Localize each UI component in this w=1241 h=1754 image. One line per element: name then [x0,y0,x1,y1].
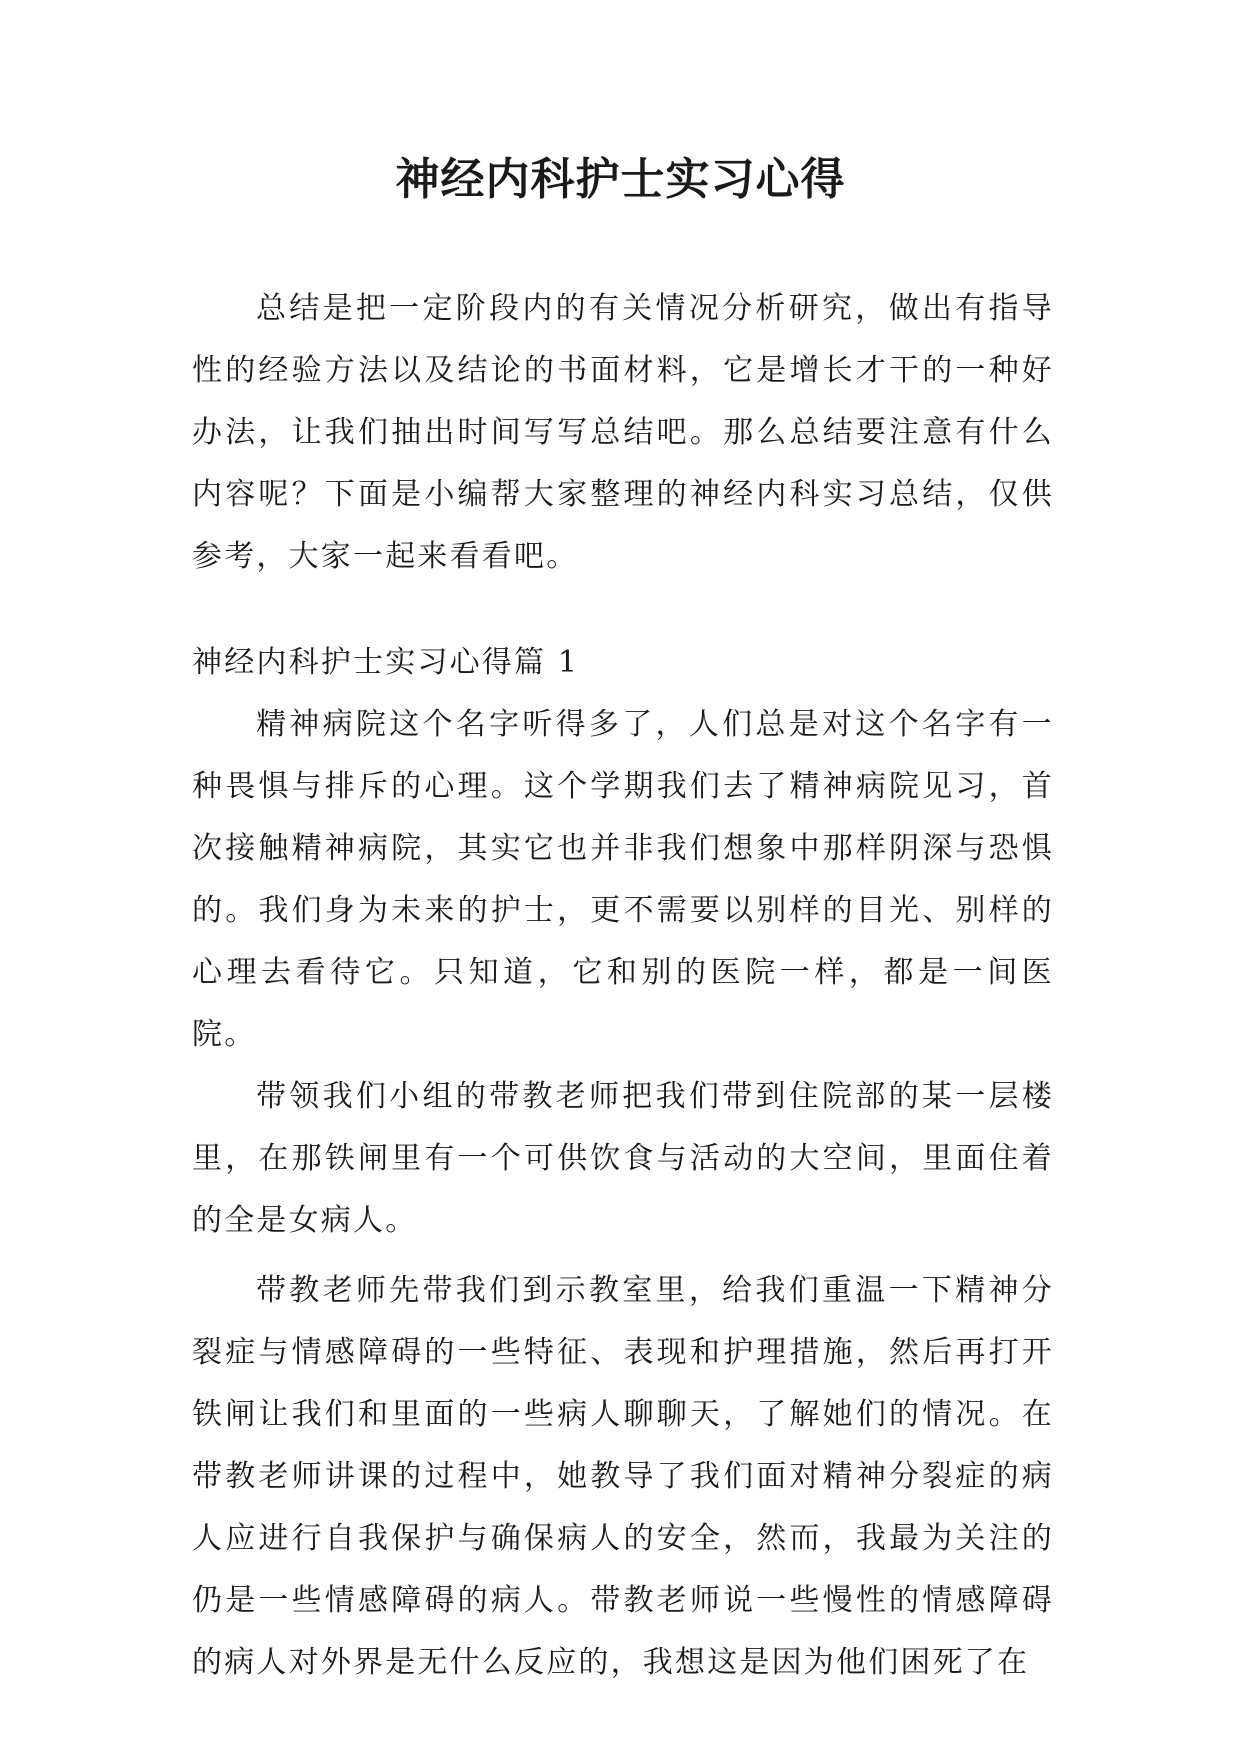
intro-block [192,278,1054,588]
section-block [192,632,1054,1694]
body-paragraph: 精神病院这个名字听得多了，人们总是对这个名字有一种畏惧与排斥的心理。这个学期我们去了精神病院见习，首次接触精神病院，其实它也并非我们想象中那样阴深与恐惧的。我们身为未来的护士，更不需要以别样的目光、别样的心理去看待它。只知道，它和别的医院一样，都是一间医院。 [192,707,1054,1052]
body-paragraph: 带领我们小组的带教老师把我们带到住院部的某一层楼里，在那铁闸里有一个可供饮食与活动的大空间，里面住着的全是女病人。 [192,1079,1054,1238]
intro-paragraph: 总结是把一定阶段内的有关情况分析研究，做出有指导性的经验方法以及结论的书面材料，它是增长才干的一种好办法，让我们抽出时间写写总结吧。那么总结要注意有什么内容呢？下面是小编帮大家整理的神经内科实习总结，仅供参考，大家一起来看看吧。 [192,291,1054,574]
body-paragraph: 带教老师先带我们到示教室里，给我们重温一下精神分裂症与情感障碍的一些特征、表现和护理措施，然后再打开铁闸让我们和里面的一些病人聊聊天，了解她们的情况。在带教老师讲课的过程中，她教导了我们面对精神分裂症的病人应进行自我保护与确保病人的安全，然而，我最为关注的仍是一些情感障碍的病人。带教老师说一些慢性的情感障碍的病人对外界是无什么反应的，我想这是因为他们困死了在 [192,1273,1054,1680]
section-heading: 神经内科护士实习心得篇 1 [192,645,580,680]
page-title: 神经内科护士实习心得 [395,154,846,205]
